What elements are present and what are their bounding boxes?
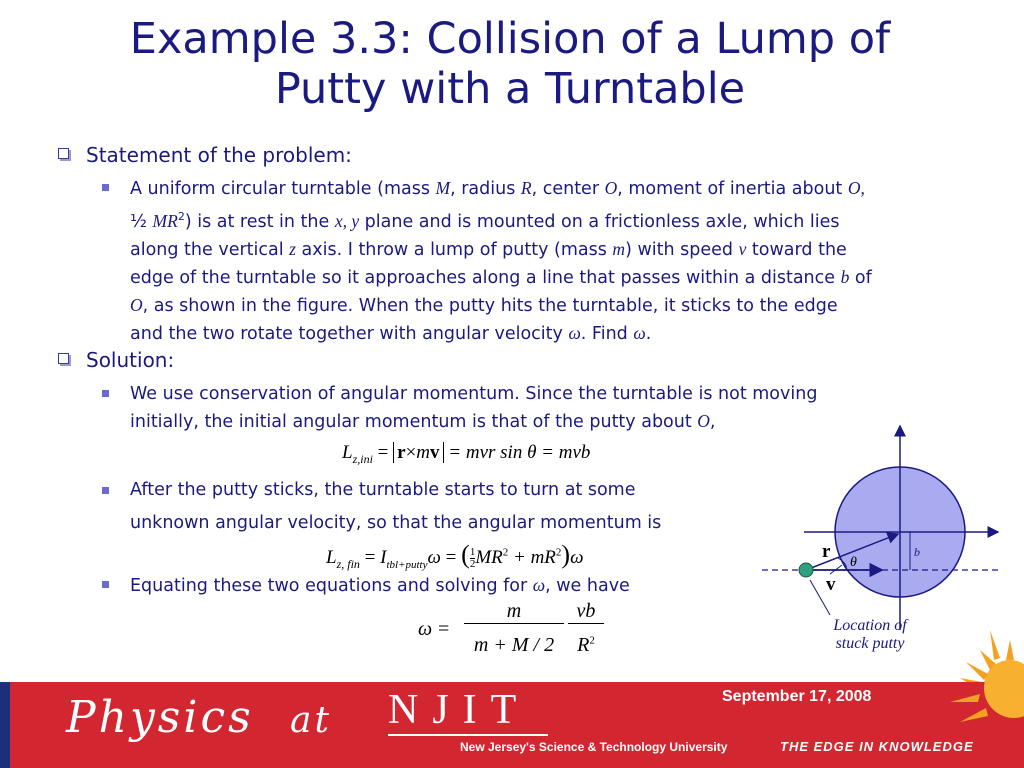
edge-in-knowledge-slogan: THE EDGE IN KNOWLEDGE bbox=[780, 739, 974, 754]
njit-logo: NJIT bbox=[388, 687, 531, 733]
figure-caption bbox=[810, 617, 930, 653]
bullet-square-icon bbox=[58, 353, 69, 364]
solution-bullet-2 bbox=[130, 474, 661, 540]
footer-accent bbox=[0, 682, 10, 768]
solution-2-line-2: unknown angular velocity, so that the angular momentum is bbox=[130, 513, 662, 533]
slide-title-line1: Example 3.3: Collision of a Lump of bbox=[129, 14, 891, 64]
at-wordmark: at bbox=[290, 700, 332, 741]
statement-heading bbox=[86, 143, 352, 167]
theta-label: θ bbox=[850, 555, 857, 570]
r-label: r bbox=[822, 541, 831, 562]
slide-title bbox=[60, 14, 960, 114]
bullet-square-icon bbox=[58, 148, 69, 159]
solution-heading bbox=[86, 348, 174, 372]
statement-line-2: ½ $MR^2$) is at rest in the x, y plane and is mounted on a frictionless axle, which lies bbox=[130, 210, 840, 232]
equation-initial-momentum: $L_{z,ini} = r\times mv$ = mvr sin θ = mvb bbox=[342, 442, 591, 466]
slide-date: September 17, 2008 bbox=[722, 688, 872, 705]
njit-underline bbox=[388, 734, 548, 736]
solution-1-line-2: initially, the initial angular momentum is that of the putty about O, bbox=[130, 411, 716, 432]
sun-rays-footer-icon bbox=[930, 682, 1024, 732]
bullet-small-square-icon bbox=[102, 184, 109, 191]
solution-bullet-3 bbox=[130, 572, 630, 600]
bullet-small-square-icon bbox=[102, 390, 109, 397]
b-label: b bbox=[914, 545, 920, 559]
v-label: v bbox=[826, 574, 836, 595]
solution-bullet-1 bbox=[130, 381, 817, 436]
statement-paragraph bbox=[130, 175, 872, 348]
solution-1-line-1: We use conservation of angular momentum. Since the turntable is not moving bbox=[130, 384, 818, 404]
statement-line-3: along the vertical z axis. I throw a lump of putty (mass m) with speed v toward the bbox=[130, 238, 847, 260]
solution-3-line-1: Equating these two equations and solving for ω, we have bbox=[130, 575, 630, 596]
bullet-small-square-icon bbox=[102, 487, 109, 494]
statement-heading-text: Statement of the problem: bbox=[86, 143, 352, 167]
putty-lump bbox=[799, 563, 813, 577]
physics-wordmark: Physics bbox=[66, 692, 254, 743]
statement-line-1: A uniform circular turntable (mass M, radius R, center O, moment of inertia about O, bbox=[130, 178, 865, 199]
equation-final-momentum: $L_{z, fin} = I_{tbl+putty}\omega$ = ( $\frac{1}{2}$ $MR^2 + mR^2)\omega$ bbox=[326, 540, 584, 571]
solution-heading-text: Solution: bbox=[86, 348, 175, 372]
figure-caption-line1: Location of bbox=[833, 617, 907, 634]
slide-title-line2: Putty with a Turntable bbox=[274, 64, 746, 114]
statement-line-5: O, as shown in the figure. When the putty hits the turntable, it sticks to the edge bbox=[130, 294, 838, 316]
statement-line-4: edge of the turntable so it approaches along a line that passes within a distance b of bbox=[130, 266, 872, 288]
solution-2-line-1: After the putty sticks, the turntable starts to turn at some bbox=[130, 480, 636, 500]
bullet-small-square-icon bbox=[102, 581, 109, 588]
njit-tagline: New Jersey's Science & Technology University bbox=[460, 740, 728, 754]
statement-line-6: and the two rotate together with angular velocity ω. Find ω. bbox=[130, 322, 652, 344]
figure-caption-line2: stuck putty bbox=[835, 635, 905, 652]
